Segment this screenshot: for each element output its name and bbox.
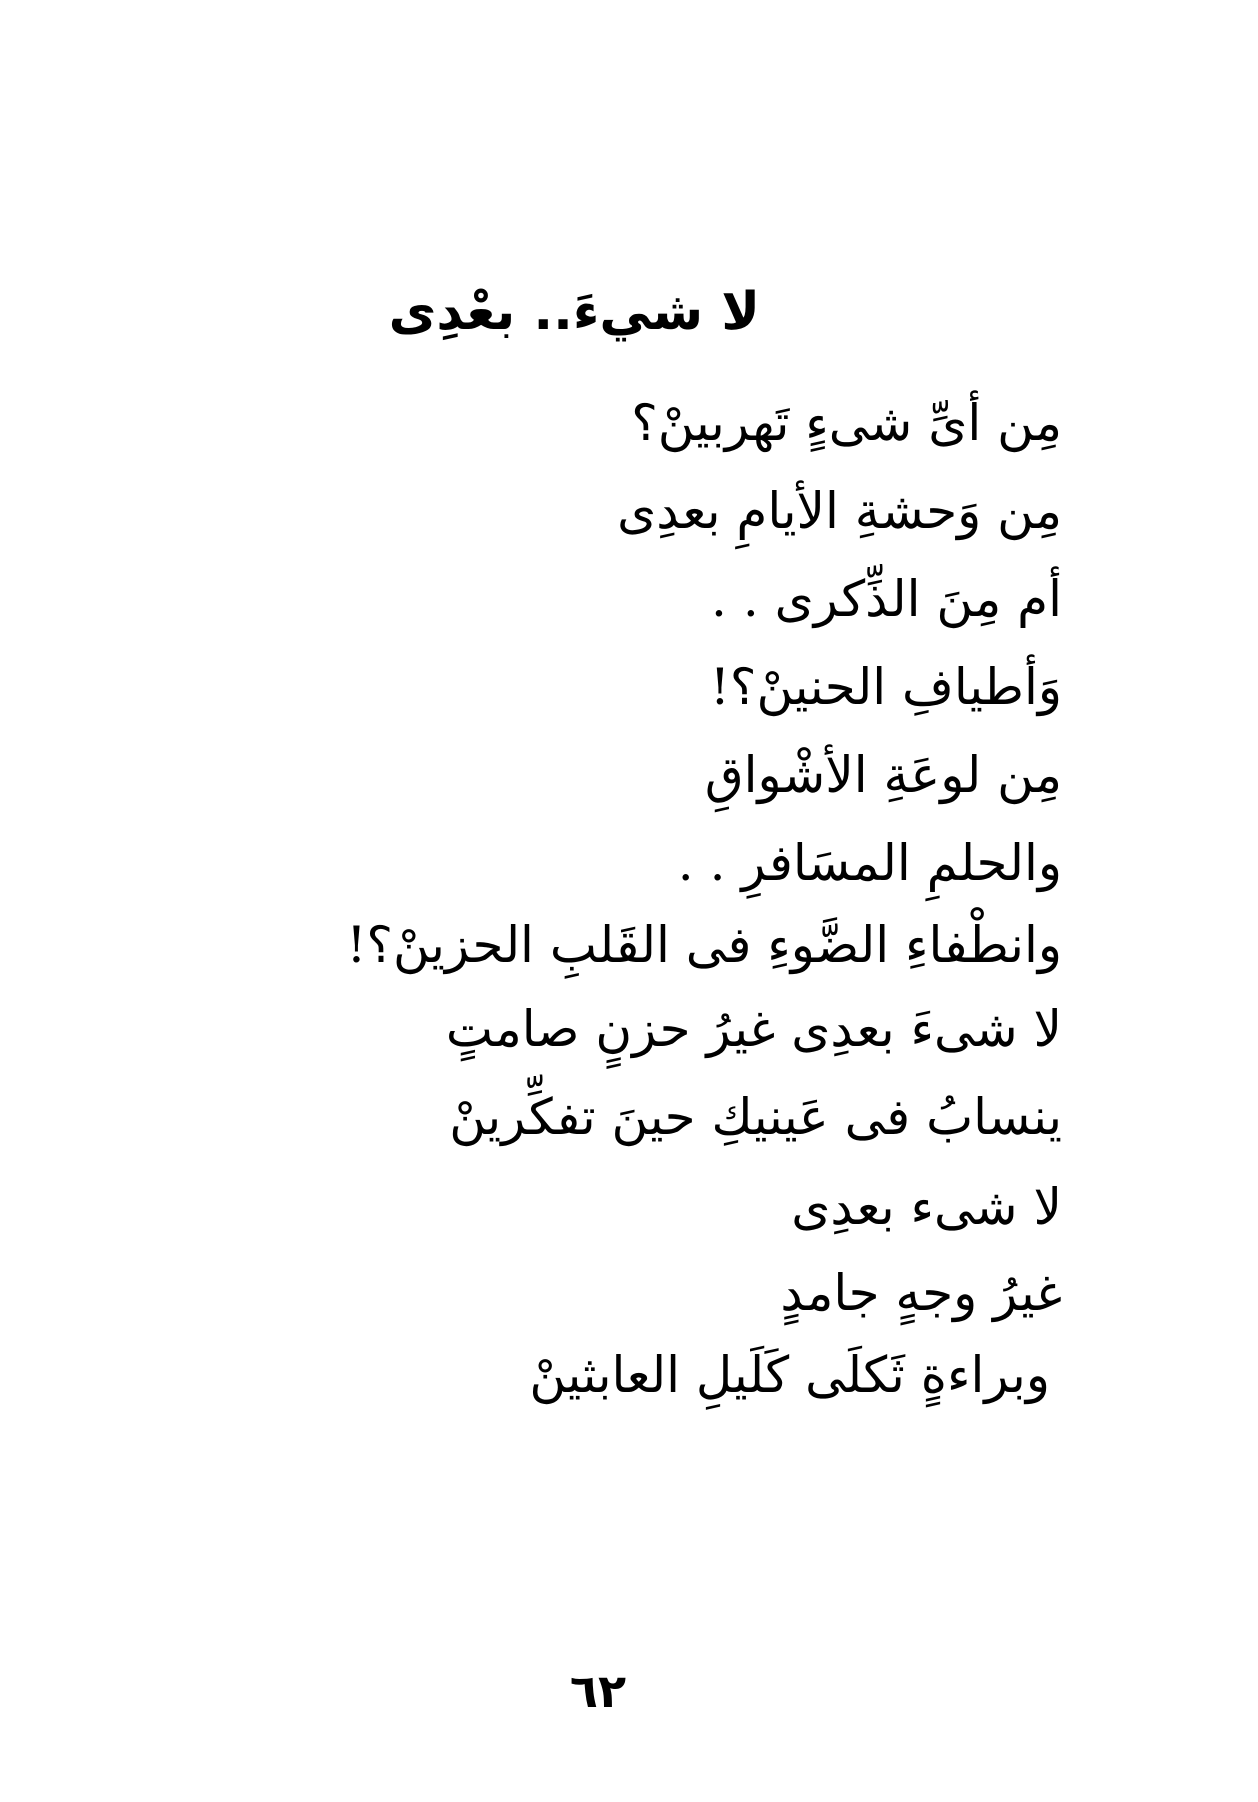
poem-line: لا شىءَ بعدِى غيرُ حزنٍ صامتٍ — [445, 1000, 1062, 1058]
poem-line: مِن وَحشةِ الأيامِ بعدِى — [617, 482, 1062, 540]
poem-line: غيرُ وجهٍ جامدٍ — [780, 1264, 1062, 1322]
poem-line: أم مِنَ الذِّكرى . . — [711, 570, 1062, 628]
poem-line: وبراءةٍ ثَكلَى كَلَيلِ العابثينْ — [529, 1346, 1050, 1404]
poem-title: لا شيءَ.. بعْدِى — [388, 282, 760, 342]
poem-line: والحلمِ المسَافرِ . . — [677, 834, 1062, 892]
poem-line: مِن لوعَةِ الأشْواقِ — [704, 746, 1062, 804]
poem-line: وَأطيافِ الحنينْ؟! — [709, 658, 1062, 716]
poem-line: وانطْفاءِ الضَّوءِ فى القَلبِ الحزينْ؟! — [346, 916, 1062, 974]
poem-line: لا شىء بعدِى — [791, 1178, 1062, 1236]
poem-line: مِن أىِّ شىءٍ تَهربينْ؟ — [631, 394, 1062, 452]
poem-line: ينسابُ فى عَينيكِ حينَ تفكِّرينْ — [449, 1088, 1062, 1146]
page-number: ٦٢ — [569, 1664, 627, 1718]
